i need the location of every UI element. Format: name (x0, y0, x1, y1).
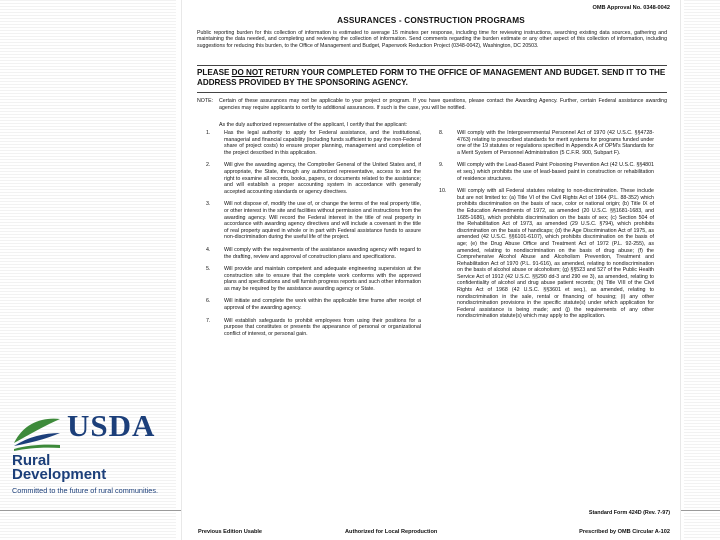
form-page (181, 0, 681, 540)
assurance-item (206, 266, 421, 292)
return-warning (197, 68, 667, 87)
burden-statement: Public reporting burden for this collection of information is estimated to average 15 minutes per response, including time for reviewing instructions, searching existing data sources, gathering and maintaining the data needed, and completing and reviewing the collection of information. Send comments regarding the burden estimate or any other aspect of this collection of information, including suggestions for reducing this burden, to the Office of Management and Budget, Paperwork Reduction Project (0348-0042), Washington, DC 20503. (197, 30, 667, 49)
assurance-number: 5. (206, 266, 211, 273)
assurance-number: 7. (206, 317, 211, 324)
assurance-item (206, 318, 421, 338)
assurance-text: Will give the awarding agency, the Comptroller General of the United States and, if appropriate, the State, through any authorized representative, access to and the right to examine all records, books, papers, or documents related to the assistance; and will establish a proper accounting system in accordance with generally accepted accounting standards or agency directives. (224, 162, 421, 195)
assurance-item (439, 130, 654, 156)
note-paragraph (197, 98, 667, 111)
usda-leaf-mark-icon (12, 413, 62, 451)
logo-tagline: Committed to the future of rural communities. (12, 486, 158, 495)
assurance-item (206, 298, 421, 311)
assurance-text: Will comply with the Intergovernmental Personnel Act of 1970 (42 U.S.C. §§4728-4763) relating to prescribed standards for merit systems for programs funded under one of the 19 statutes or regulations specified in Appendix A of OPM's Standards for a Merit System of Personnel Administration (5 C.F.R. 900, Subpart F). (457, 130, 654, 156)
footer-authorized: Authorized for Local Reproduction (345, 529, 438, 535)
assurance-item (439, 162, 654, 182)
footer-previous-edition: Previous Edition Usable (198, 529, 263, 535)
certification-intro: As the duly authorized representative of the applicant, I certify that the applicant: (219, 122, 408, 128)
assurance-item (206, 201, 421, 241)
assurance-number: 3. (206, 201, 211, 208)
warning-emphasis: DO NOT (231, 68, 264, 77)
omb-approval-number: OMB Approval No. 0348-0042 (592, 5, 670, 11)
assurance-number: 2. (206, 162, 211, 169)
document-title: ASSURANCES - CONSTRUCTION PROGRAMS (337, 16, 525, 25)
note-text: Certain of these assurances may not be applicable to your project or program. If you have questions, please contact the Awarding Agency. Further, certain Federal assistance awarding agencies may require applicants to certify to additional assurances. If such is the case, you will be notified. (219, 98, 667, 111)
assurance-item (206, 247, 421, 260)
usda-rural-development-logo (2, 405, 174, 505)
assurances-right-column (439, 130, 654, 320)
assurance-text: Will not dispose of, modify the use of, or change the terms of the real property title, or other interest in the site and facilities without permission and instructions from the awarding agency. Will record the Federal interest in the title of real property in accordance with awarding agency directives and will include a covenant in the title of real property aquired in whole or in part with Federal assistance funds to assure non-discrimination during the useful life of the project. (224, 201, 421, 241)
logo-rural-text: Rural (12, 452, 51, 469)
divider (197, 65, 667, 66)
warning-part2: RETURN YOUR COMPLETED FORM TO THE OFFICE OF MANAGEMENT AND BUDGET. SEND IT TO THE ADDRESS PROVIDED BY THE SPONSORING AGENCY. (197, 68, 666, 87)
assurance-text: Will comply with the Lead-Based Paint Poisoning Prevention Act (42 U.S.C. §§4801 et seq.) which prohibits the use of lead-based paint in construction or rehabilitation of residence structures. (457, 162, 654, 182)
assurance-number: 1. (206, 130, 211, 136)
note-label: NOTE: (197, 98, 214, 104)
logo-usda-text: USDA (67, 408, 156, 443)
logo-development-text: Development (12, 466, 107, 483)
assurance-text: Will establish safeguards to prohibit employees from using their positions for a purpose that constitutes or presents the appearance of personal or organizational conflict of interest, or personal gain. (224, 317, 421, 337)
form-id-line1: Standard Form 424D (Rev. 7-97) (588, 510, 670, 516)
assurance-text: Will provide and maintain competent and adequate engineering supervision at the construction site to ensure that the complete work conforms with the approved plans and specifications and will furnish progress reports and such other information as may be required by the assistance awarding agency or State. (224, 266, 421, 292)
assurance-text: Will comply with all Federal statutes relating to non-discrimination. These include but are not limited to: (a) Title VI of the Civil Rights Act of 1964 (P.L. 88-352) which prohibits discrimination on the basis of race, color or national origin; (b) Title IX of the Education Amendments of 1972, as amended (20 U.S.C. §§1681-1683, and 1685-1686), which prohibits discrimination on the basis of sex; (c) Section 504 of the Rehabilitation Act of 1973, as amended (29 U.S.C. §794), which prohibits discrimination on the basis of handicaps; (d) the Age Discrimination Act of 1975, as amended (42 U.S.C. §§6101-6107), which prohibits discrimination on the basis of age; (e) the Drug Abuse Office and Treatment Act of 1972 (P.L. 92-255), as amended, relating to nondiscrimination on the basis of drug abuse; (f) the Comprehensive Alcohol Abuse and Alcoholism Prevention, Treatment and Rehabilitation Act of 1970 (P.L. 91-616), as amended, relating to nondiscrimination on the basis of alcohol abuse or alcoholism; (g) §§523 and 527 of the Public Health Service Act of 1912 (42 U.S.C. §§290 dd-3 and 290 ee 3), as amended, relating to confidentiality of alcohol and drug abuse patient records; (h) Title VIII of the Civil Rights Act of 1968 (42 U.S.C. §§3601 et seq.), as amended, relating to nondiscrimination in the sale, rental or financing of housing; (i) any other nondiscrimination provisions in the specific statute(s) under which application for Federal assistance is being made; and (j) the requirements of any other nondiscrimination statute(s) which may apply to the application. (457, 188, 654, 320)
divider (197, 92, 667, 93)
assurance-number: 9. (439, 162, 444, 169)
slide-background-right (684, 0, 720, 540)
footer-prescribed-by: Prescribed by OMB Circular A-102 (579, 529, 670, 535)
assurance-item (206, 130, 421, 156)
assurance-number: 8. (439, 130, 444, 136)
standard-form-identifier (589, 510, 670, 517)
assurance-text: Has the legal authority to apply for Federal assistance, and the institutional, managerial and financial capability (including funds sufficient to pay the non-Federal share of project costs) to ensure proper planning, management and completion of the project described in this application. (224, 130, 421, 156)
warning-part1: PLEASE (197, 68, 232, 77)
assurance-number: 4. (206, 246, 211, 253)
assurance-number: 10. (439, 188, 447, 195)
assurance-item (439, 188, 654, 320)
assurance-text: Will initiate and complete the work within the applicable time frame after receipt of approval of the awarding agency. (224, 298, 421, 312)
assurance-item (206, 162, 421, 195)
assurances-left-column (206, 130, 421, 337)
assurance-text: Will comply with the requirements of the assistance awarding agency with regard to the drafting, review and approval of construction plans and specifications. (224, 246, 421, 260)
assurance-number: 6. (206, 298, 211, 305)
